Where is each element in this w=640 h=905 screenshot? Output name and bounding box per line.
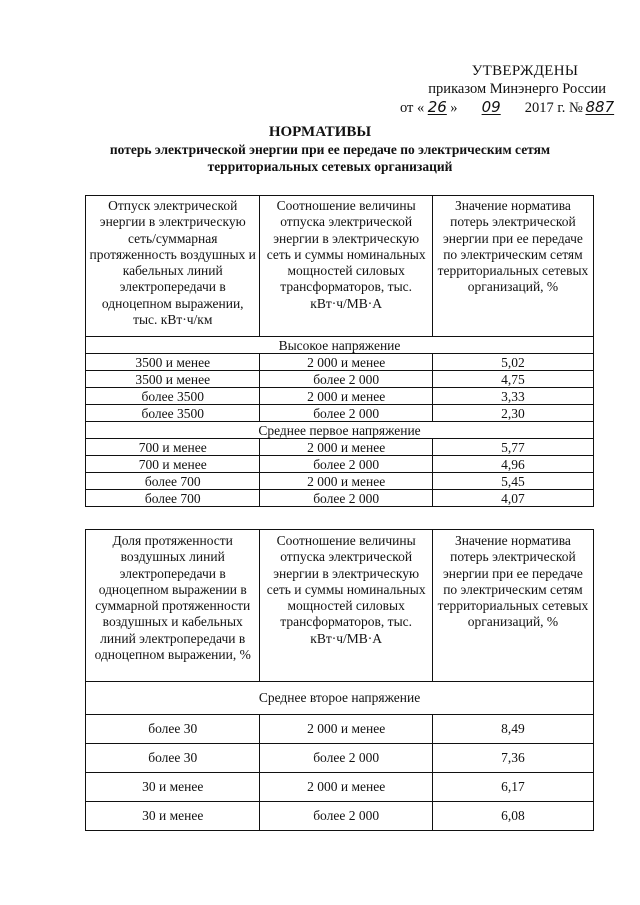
cell: 2 000 и менее xyxy=(260,773,432,802)
document-subtitle xyxy=(80,141,580,175)
cell: 30 и менее xyxy=(86,802,260,831)
norms-table-medium2 xyxy=(85,529,594,831)
subtitle-line-2: территориальных сетевых организаций xyxy=(207,159,453,174)
table-row xyxy=(86,405,594,422)
header-cell: Доля протяженности воздушных линий электропередачи в одноцепном выражении в суммарной протяженности воздушных и кабельных линий электропередачи в одноцепном выражении, % xyxy=(86,530,260,682)
cell: более 700 xyxy=(86,473,260,490)
cell: 4,75 xyxy=(432,371,593,388)
cell: 3500 и менее xyxy=(86,371,260,388)
header-cell: Значение норматива потерь электрической энергии при ее передаче по электрическим сетям территориальных сетевых организаций, % xyxy=(432,196,593,337)
approval-heading: УТВЕРЖДЕНЫ xyxy=(471,63,579,79)
cell: 2 000 и менее xyxy=(260,354,432,371)
table-row xyxy=(86,473,594,490)
cell: 5,45 xyxy=(432,473,593,490)
cell: 30 и менее xyxy=(86,773,260,802)
section-row xyxy=(86,682,594,715)
cell: более 2 000 xyxy=(260,744,432,773)
cell: 4,96 xyxy=(432,456,593,473)
section-label: Высокое напряжение xyxy=(86,337,594,354)
cell: более 2 000 xyxy=(260,371,432,388)
subtitle-line-1: потерь электрической энергии при ее передаче по электрическим сетям xyxy=(109,142,551,157)
table-row xyxy=(86,371,594,388)
section-row xyxy=(86,422,594,439)
section-row xyxy=(86,337,594,354)
cell: более 2 000 xyxy=(260,405,432,422)
cell: 3500 и менее xyxy=(86,354,260,371)
table-row xyxy=(86,354,594,371)
header-cell: Соотношение величины отпуска электрической энергии в электрическую сеть и суммы номинальных мощностей силовых трансформаторов, тыс. кВт·ч/МВ·А xyxy=(260,530,432,682)
cell: 5,77 xyxy=(432,439,593,456)
approval-year: 2017 г. № xyxy=(524,100,583,116)
cell: 8,49 xyxy=(432,715,593,744)
section-label: Среднее первое напряжение xyxy=(86,422,594,439)
header-cell: Соотношение величины отпуска электрической энергии в электрическую сеть и суммы номинальных мощностей силовых трансформаторов, тыс. кВт·ч/МВ·А xyxy=(260,196,432,337)
cell: 3,33 xyxy=(432,388,593,405)
cell: 2 000 и менее xyxy=(260,715,432,744)
table-header-row xyxy=(86,196,594,337)
cell: более 30 xyxy=(86,715,260,744)
norms-table-high-medium1 xyxy=(85,195,594,507)
table-row xyxy=(86,773,594,802)
approval-block xyxy=(400,62,615,117)
cell: более 2 000 xyxy=(260,802,432,831)
header-cell: Отпуск электрической энергии в электрическую сеть/суммарная протяженность воздушных и кабельных линий электропередачи в одноцепном выражении, тыс. кВт·ч/км xyxy=(86,196,260,337)
table-row xyxy=(86,439,594,456)
approval-month: 09 xyxy=(481,98,501,116)
approval-day: 26 xyxy=(427,98,447,116)
cell: 6,17 xyxy=(432,773,593,802)
header-cell: Значение норматива потерь электрической энергии при ее передаче по электрическим сетям территориальных сетевых организаций, % xyxy=(432,530,593,682)
table-row xyxy=(86,456,594,473)
approval-date-line: от « 26 » 09 2017 г. № 887 xyxy=(400,98,610,117)
cell: 2 000 и менее xyxy=(260,388,432,405)
table-header-row xyxy=(86,530,594,682)
cell: 700 и менее xyxy=(86,456,260,473)
table-row xyxy=(86,715,594,744)
cell: более 3500 xyxy=(86,388,260,405)
cell: 2,30 xyxy=(432,405,593,422)
table-row xyxy=(86,744,594,773)
document-title: НОРМАТИВЫ xyxy=(268,124,372,140)
cell: 700 и менее xyxy=(86,439,260,456)
table-row xyxy=(86,490,594,507)
cell: 5,02 xyxy=(432,354,593,371)
cell: 2 000 и менее xyxy=(260,473,432,490)
table-row xyxy=(86,802,594,831)
cell: более 2 000 xyxy=(260,490,432,507)
cell: 4,07 xyxy=(432,490,593,507)
table-row xyxy=(86,388,594,405)
cell: более 2 000 xyxy=(260,456,432,473)
approval-order: приказом Минэнерго России xyxy=(428,81,606,97)
cell: 2 000 и менее xyxy=(260,439,432,456)
section-label: Среднее второе напряжение xyxy=(86,682,594,715)
cell: более 30 xyxy=(86,744,260,773)
cell: 7,36 xyxy=(432,744,593,773)
cell: более 700 xyxy=(86,490,260,507)
cell: 6,08 xyxy=(432,802,593,831)
cell: более 3500 xyxy=(86,405,260,422)
approval-number: 887 xyxy=(585,98,615,116)
approval-date-prefix: от xyxy=(400,100,414,116)
